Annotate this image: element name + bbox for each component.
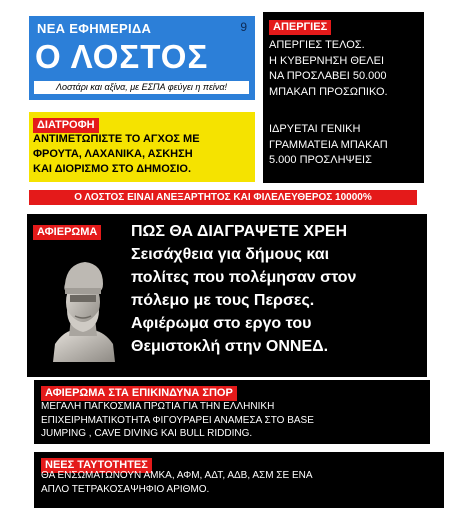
feature-heading	[131, 220, 423, 358]
independence-banner: Ο ΛΟΣΤΟΣ ΕΙΝΑΙ ΑΝΕΞΑΡΤΗΤΟΣ ΚΑΙ ΦΙΛΕΛΕΥΘΕΡΟΣ 10000%	[29, 190, 417, 205]
ids-text	[41, 469, 313, 496]
diet-text	[33, 132, 200, 177]
bust-icon	[45, 258, 121, 362]
strikes-line: ΙΔΡΥΕΤΑΙ ΓΕΝΙΚΗ	[269, 123, 361, 135]
feature-panel	[27, 214, 427, 377]
sports-line: ΜΕΓΑΛΗ ΠΑΓΚΟΣΜΙΑ ΠΡΩΤΙΑ ΓΙΑ ΤΗΝ ΕΛΛΗΝΙΚΗ	[41, 401, 275, 412]
strikes-panel	[263, 12, 424, 183]
strikes-line: ΓΡΑΜΜΑΤΕΙΑ ΜΠΑΚΑΠ	[269, 138, 388, 151]
strikes-line: Η ΚΥΒΕΡΝΗΣΗ ΘΕΛΕΙ	[269, 54, 385, 67]
ids-line: ΘΑ ΕΝΣΩΜΑΤΩΝΟΥΝ ΑΜΚΑ, ΑΦΜ, ΑΔΤ, ΑΔΒ, ΑΣΜ ΣΕ ΕΝΑ	[41, 470, 313, 481]
ids-label: ΝΕΕΣ ΤΑΥΤΟΤΗΤΕΣ	[41, 458, 152, 473]
sports-line: JUMPING , CAVE DIVING ΚΑΙ BULL RIDDING.	[41, 428, 253, 439]
strikes-line: ΝΑ ΠΡΟΣΛΑΒΕΙ 50.000	[269, 70, 387, 82]
strikes-text	[269, 38, 388, 100]
feature-line: πόλεμο με τους Περσες.	[131, 292, 315, 309]
feature-line: ΠΩΣ ΘΑ ΔΙΑΓΡΑΨΕΤΕ ΧΡΕΗ	[131, 223, 348, 240]
diet-line: ΑΝΤΙΜΕΤΩΠΙΣΤΕ ΤΟ ΑΓΧΟΣ ΜΕ	[33, 133, 200, 145]
masthead-overline: ΝΕΑ ΕΦΗΜΕΡΙΔΑ	[37, 21, 152, 36]
strikes-line: ΜΠΑΚΑΠ ΠΡΟΣΩΠΙΚΟ.	[269, 85, 388, 98]
feature-line: Θεμιστοκλή στην ΟΝΝΕΔ.	[131, 338, 329, 355]
slogan: Λοστάρι και αξίνα, με ΕΣΠΑ φεύγει η πείνα!	[34, 81, 249, 94]
diet-label: ΔΙΑΤΡΟΦΗ	[33, 118, 99, 133]
sports-line: ΕΠΙΧΕΙΡΗΜΑΤΙΚΟΤΗΤΑ ΦΙΓΟΥΡΑΡΕΙ ΑΝΑΜΕΣΑ ΣΤΟ BASE	[41, 414, 314, 426]
ids-panel	[34, 452, 444, 508]
ids-line: ΑΠΛΟ ΤΕΤΡΑΚΟΣΑΨΗΦΙΟ ΑΡΙΘΜΟ.	[41, 483, 210, 495]
diet-line: ΚΑΙ ΔΙΟΡΙΣΜΟ ΣΤΟ ΔΗΜΟΣΙΟ.	[33, 163, 192, 175]
sports-text	[41, 400, 314, 441]
issue-number: 9	[240, 20, 247, 34]
strikes-text-2	[269, 122, 388, 169]
strikes-line: ΑΠΕΡΓΙΕΣ ΤΕΛΟΣ.	[269, 39, 365, 51]
feature-line: πολίτες που πολέμησαν στον	[131, 269, 357, 286]
masthead	[29, 16, 255, 100]
feature-label: ΑΦΙΕΡΩΜΑ	[33, 225, 101, 240]
diet-line: ΦΡΟΥΤΑ, ΛΑΧΑΝΙΚΑ, ΑΣΚΗΣΗ	[33, 148, 193, 160]
strikes-label: ΑΠΕΡΓΙΕΣ	[269, 20, 331, 35]
strikes-line: 5.000 ΠΡΟΣΛΗΨΕΙΣ	[269, 154, 372, 166]
newspaper-title: Ο ΛΟΣΤΟΣ	[35, 38, 209, 75]
sports-label: ΑΦΙΕΡΩΜΑ ΣΤΑ ΕΠΙΚΙΝΔΥΝΑ ΣΠΟΡ	[41, 386, 237, 401]
feature-line: Σεισάχθεια για δήμους και	[131, 246, 330, 263]
sports-panel	[34, 380, 430, 444]
diet-panel	[29, 112, 255, 182]
feature-line: Αφιέρωμα στο εργο του	[131, 315, 312, 332]
